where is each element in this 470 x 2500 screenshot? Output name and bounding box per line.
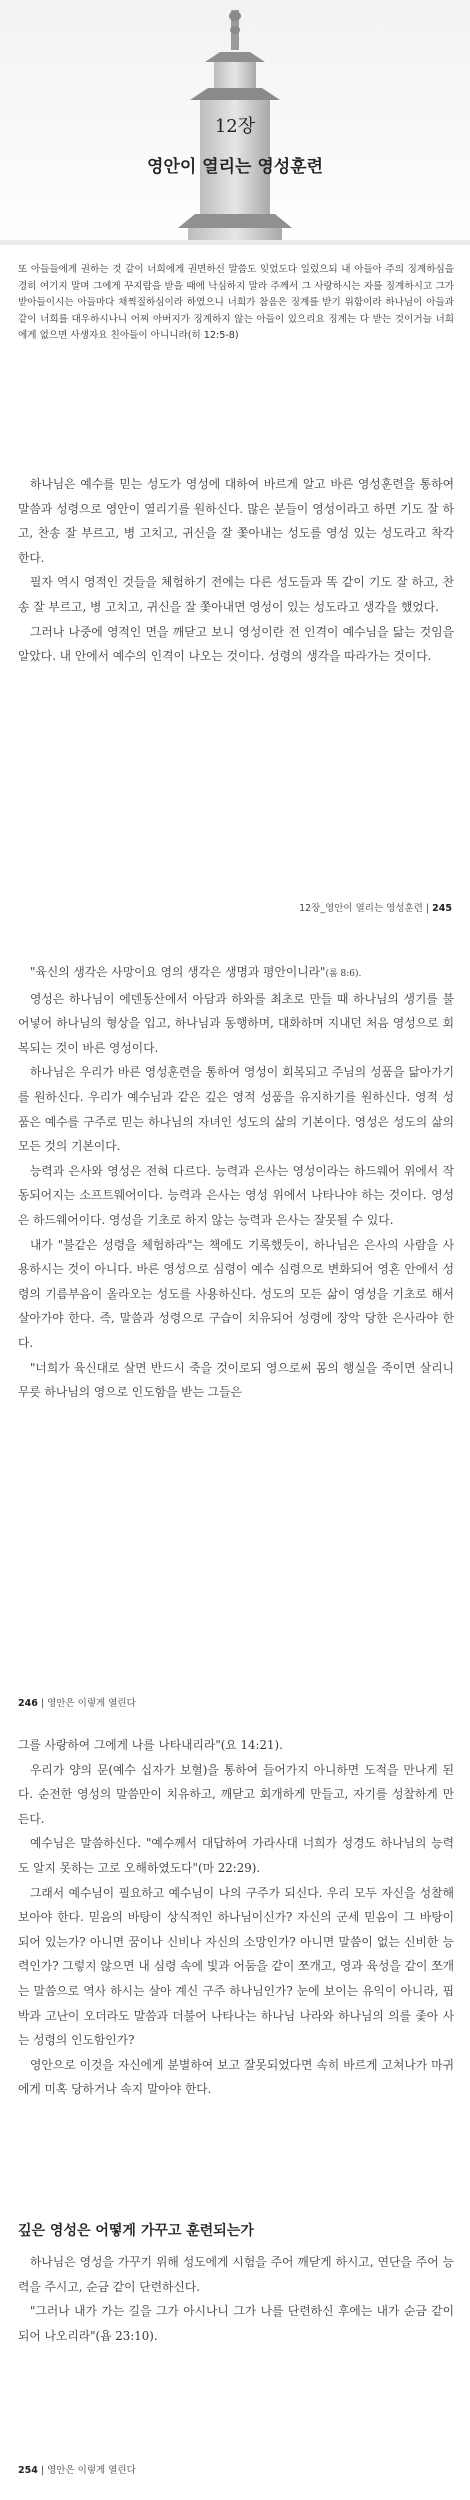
footer-book-title: 영안은 이렇게 열린다 [47,1698,136,1709]
section-subheading: 깊은 영성은 어떻게 가꾸고 훈련되는가 [18,2223,254,2239]
paragraph: 하나님은 영성을 가꾸기 위해 성도에게 시험을 주어 깨닫게 하시고, 연단을 주어 능력을 주시고, 순금 같이 단련하신다. [18,2255,454,2294]
paragraph: 하나님은 우리가 바른 영성훈련을 통하여 영성이 회복되고 주님의 성품을 닮아가기를 원하신다. 우리가 예수님과 같은 깊은 영적 성품을 유지하기를 원하신다. 영적 성품은 예수를 구주로 믿는 하나님의 자녀인 성도의 삶의 기본이다. 영성은 성도의 삶의 모든 것의 기본이다. [18,1065,454,1154]
paragraph: 우리가 양의 문(예수 십자가 보혈)을 통하여 들어가지 아니하면 도적을 만나게 된다. 순전한 영성의 말씀만이 치유하고, 깨닫고 회개하게 만들고, 자기를 성찰하게 만든다. [18,1762,454,1826]
footer-chapter: 12장_영안이 열리는 영성훈련 [299,903,423,914]
epigraph-quote: 또 아들들에게 권하는 것 같이 너희에게 권면하신 말씀도 잊었도다 일렀으되 내 아들아 주의 징계하심을 경히 여기지 말며 그에게 꾸지람을 받을 때에 낙심하지 말라 주께서 그 사랑하시는 자를 징계하시고 그가 받아들이시는 아들마다 채찍질하심이라 하였으니 너희가 참음은 징계를 받기 위함이라 하나님이 아들과 같이 너희를 대우하시나니 어찌 아버지가 징계하지 않는 아들이 있으리요 징계는 다 받는 것이거늘 너희에게 없으면 사생자요 친아들이 아니니라(히 12:5-8) [18,264,454,341]
page-246 [0,940,470,1725]
body-text [18,960,454,1405]
paragraph: "너희가 육신대로 살면 반드시 죽을 것이로되 영으로써 몸의 행실을 죽이면 살리니 무릇 하나님의 영으로 인도함을 받는 그들은 [18,1360,454,1400]
body-text-after-subheading [18,2250,454,2348]
opening-quote: "육신의 생각은 사망이요 영의 생각은 생명과 평안이니라" [30,965,326,979]
paragraph: 영성은 하나님이 에덴동산에서 아담과 하와를 최초로 만들 때 하나님의 생기를 불어넣어 하나님의 형상을 입고, 하나님과 동행하며, 대화하며 지내던 처음 영성으로 회복되는 것이 바른 영성이다. [18,991,454,1055]
page-number: 245 [432,903,452,914]
chapter-header [0,0,470,245]
paragraph [18,960,454,987]
paragraph: 그러나 나중에 영적인 면을 깨닫고 보니 영성이란 전 인격이 예수님을 닮는 것임을 알았다. 내 안에서 예수의 인격이 나오는 것이다. 성령의 생각을 따라가는 것이다. [18,624,454,664]
paragraph: 영안으로 이것을 자신에게 분별하여 보고 잘못되었다면 속히 바르게 고쳐나가 마귀에게 미혹 당하거나 속지 말아야 한다. [18,2057,454,2097]
page-footer: 12장_영안이 열리는 영성훈련 | 245 [299,903,452,914]
paragraph: 내가 "불같은 성령을 체험하라"는 책에도 기록했듯이, 하나님은 은사의 사람을 사용하시는 것이 아니다. 바른 영성으로 심령이 예수 심령으로 변화되어 영혼 안에서 성령의 기름부음이 올라오는 성도를 사용하신다. 성도의 모든 삶이 영성을 기초로 해서 살아가야 한다. 즉, 말씀과 성령으로 구습이 치유되어 성령에 장악 당한 은사라야 한다. [18,1237,454,1350]
chapter-title: 영안이 열리는 영성훈련 [146,157,324,177]
scripture-ref: (롬 8:6). [325,969,362,979]
page-footer: 246 | 영안은 이렇게 열린다 [18,1698,136,1709]
paragraph: 그래서 예수님이 필요하고 예수님이 나의 구주가 되신다. 우리 모두 자신을 성찰해 보아야 한다. 믿음의 바탕이 상식적인 하나님이신가? 자신의 군세 믿음이 그 바탕이 되어 있는가? 아니면 꿈이나 신비나 자신의 소망인가? 아니면 말씀이 없는 신비한 능력인가? 그렇지 않으면 내 심령 속에 빛과 어둠을 같이 쪼개고, 영과 육성을 같이 쪼개는 말씀으로 역사 하시는 살아 계신 구주 하나님인가? 눈에 보이는 유익이 아니라, 핍박과 고난이 오더라도 말씀과 더불어 나타나는 하나님 나라와 하나님의 의를 좇아 사는 성령의 인도함인가? [18,1885,454,2048]
footer-book-title: 영안은 이렇게 열린다 [47,2465,136,2476]
page-number: 246 [18,1698,38,1709]
page-254 [0,1725,470,2500]
paragraph: 하나님은 예수를 믿는 성도가 영성에 대하여 바르게 알고 바른 영성훈련을 통하여 말씀과 성령으로 영안이 열리기를 원하신다. 많은 분들이 영성이라고 하면 기도 잘 하고, 찬송 잘 부르고, 병 고치고, 귀신을 잘 쫓아내는 성도를 영성 있는 성도라고 착각한다. [18,477,454,565]
page-footer: 254 | 영안은 이렇게 열린다 [18,2465,136,2476]
body-text [18,1733,454,2102]
body-text [18,472,454,669]
paragraph: 능력과 은사와 영성은 전혀 다르다. 능력과 은사는 영성이라는 하드웨어 위에서 작동되어지는 소프트웨어이다. 능력과 은사는 영성 위에서 나타나야 하는 것이다. 영성은 하드웨어이다. 영성을 기초로 하지 않는 능력과 은사는 잘못될 수 있다. [18,1163,454,1227]
paragraph: "그러나 내가 가는 길을 그가 아시나니 그가 나를 단련하신 후에는 내가 순금 같이 되어 나오리라"(욥 23:10). [18,2304,454,2343]
chapter-number: 12장 [214,116,256,137]
page-number: 254 [18,2465,38,2476]
paragraph: 그를 사랑하여 그에게 나를 나타내리라"(요 14:21). [18,1738,283,1752]
paragraph: 필자 역시 영적인 것들을 체험하기 전에는 다른 성도들과 똑 같이 기도 잘 하고, 찬송 잘 부르고, 병 고치고, 귀신을 잘 쫓아내면 영성이 있는 성도라고 생각을 했었다. [18,575,454,614]
page-245 [0,0,470,940]
paragraph: 예수님은 말씀하신다. "예수께서 대답하여 가라사대 너희가 성경도 하나님의 능력도 알지 못하는 고로 오해하였도다"(마 22:29). [18,1836,454,1875]
